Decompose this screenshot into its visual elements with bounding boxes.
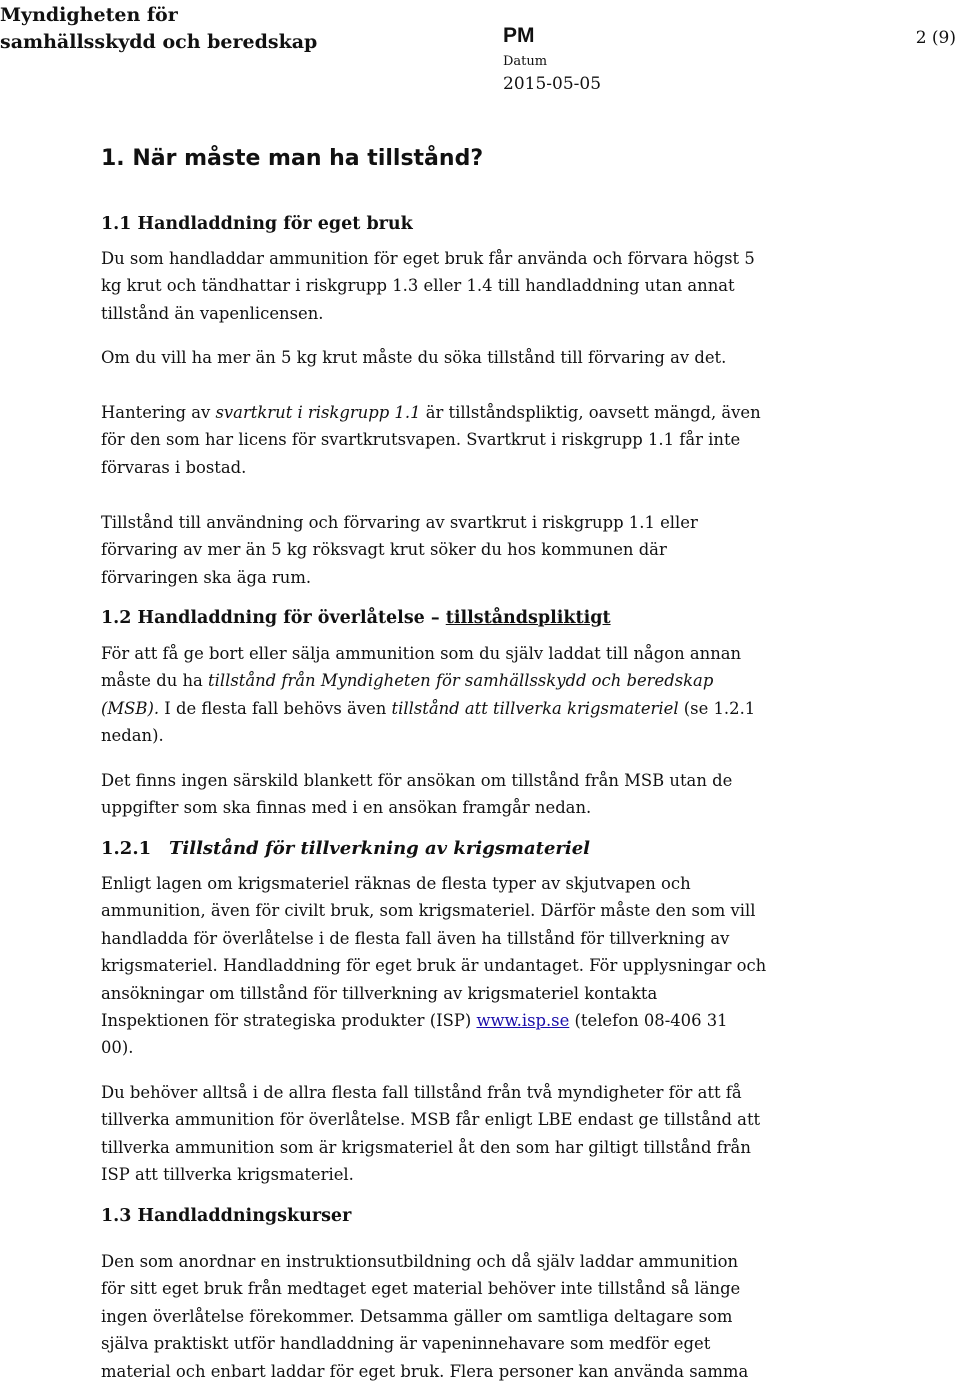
- org-name: [0, 2, 317, 56]
- doc-date: 2015-05-05: [503, 74, 602, 94]
- text-span: Inspektionen för strategiska produkter (ISP): [101, 1011, 477, 1031]
- italic-span: (MSB).: [101, 698, 160, 718]
- text-line: För att få ge bort eller sälja ammunition som du själv laddat till någon annan: [101, 644, 742, 663]
- text-span: (telefon 08-406 31: [569, 1011, 728, 1031]
- text-line: tillverka ammunition som är krigsmateriel åt den som har giltigt tillstånd från: [101, 1137, 751, 1157]
- text-line: förvaringen ska äga rum.: [101, 567, 312, 587]
- text-line: Den som anordnar en instruktionsutbildning och då själv laddar ammunition: [101, 1252, 739, 1271]
- doc-type: PM: [503, 24, 535, 47]
- text-line: för den som har licens för svartkrutsvapen. Svartkrut i riskgrupp 1.1 får inte: [101, 430, 741, 450]
- paragraph-1-1-b: [101, 344, 806, 371]
- text-line: ammunition, även för civilt bruk, som krigsmateriel. Därför måste den som vill: [101, 901, 756, 921]
- paragraph-1-3-a: [101, 1248, 806, 1385]
- heading-number: 1.2.1: [101, 838, 152, 859]
- text-line: ingen överlåtelse förekommer. Detsamma gäller om samtliga deltagare som: [101, 1306, 733, 1326]
- org-name-line1: Myndigheten för: [0, 4, 178, 26]
- text-line: Du som handladdar ammunition för eget bruk får använda och förvara högst 5: [101, 249, 755, 268]
- paragraph-1-1-d: [101, 509, 806, 591]
- text-span: är tillståndspliktig, oavsett mängd, även: [420, 403, 761, 422]
- text-line: förvaring av mer än 5 kg röksvagt krut söker du hos kommunen där: [101, 540, 667, 560]
- text-line: material och enbart laddar för eget bruk. Flera personer kan använda samma: [101, 1361, 749, 1381]
- text-span: Hantering av: [101, 403, 216, 422]
- text-span: I de flesta fall behövs även: [159, 698, 392, 718]
- text-line: Om du vill ha mer än 5 kg krut måste du söka tillstånd till förvaring av det.: [101, 348, 727, 367]
- text-line: nedan).: [101, 726, 164, 746]
- text-line: för sitt eget bruk från medtaget eget material behöver inte tillstånd så länge: [101, 1279, 741, 1299]
- text-line: Du behöver alltså i de allra flesta fall tillstånd från två myndigheter för att få: [101, 1083, 742, 1102]
- text-line: själva praktiskt utför handladdning är vapeninnehavare som medför eget: [101, 1334, 711, 1354]
- paragraph-1-2-1-b: [101, 1079, 806, 1189]
- section-heading-1-1: 1.1 Handladdning för eget bruk: [101, 214, 413, 234]
- text-line: Det finns ingen särskild blankett för ansökan om tillstånd från MSB utan de: [101, 771, 733, 790]
- text-line: kg krut och tändhattar i riskgrupp 1.3 eller 1.4 till handladdning utan annat: [101, 276, 735, 296]
- section-heading-1-3: 1.3 Handladdningskurser: [101, 1206, 352, 1226]
- text-line: ansökningar om tillstånd för tillverkning av krigsmateriel kontakta: [101, 983, 658, 1003]
- text-line: krigsmateriel. Handladdning för eget bruk är undantaget. För upplysningar och: [101, 956, 767, 976]
- text-line: [101, 399, 806, 426]
- text-span: måste du ha: [101, 671, 209, 691]
- text-line: uppgifter som ska finnas med i en ansökan framgår nedan.: [101, 798, 592, 818]
- text-line: [101, 1007, 806, 1034]
- paragraph-1-1-c: [101, 399, 806, 481]
- text-span: (se 1.2.1: [678, 698, 756, 718]
- text-line: [101, 667, 806, 694]
- text-line: förvaras i bostad.: [101, 457, 247, 477]
- section-heading-1: 1. När måste man ha tillstånd?: [101, 146, 484, 171]
- org-name-line2: samhällsskydd och beredskap: [0, 31, 318, 53]
- text-line: tillverka ammunition för överlåtelse. MSB får enligt LBE endast ge tillstånd att: [101, 1110, 761, 1130]
- italic-span: tillstånd från Myndigheten för samhällsskydd och beredskap: [208, 671, 714, 691]
- section-heading-1-2-1: [101, 838, 590, 859]
- text-line: ISP att tillverka krigsmateriel.: [101, 1165, 354, 1185]
- paragraph-1-2-1-a: [101, 870, 806, 1062]
- text-line: handladda för överlåtelse i de flesta fall även ha tillstånd för tillverkning av: [101, 928, 730, 948]
- page-number: 2 (9): [915, 28, 956, 48]
- isp-link[interactable]: www.isp.se: [476, 1011, 570, 1031]
- text-line: tillstånd än vapenlicensen.: [101, 303, 324, 323]
- text-line: [101, 695, 806, 722]
- italic-span: svartkrut i riskgrupp 1.1: [215, 403, 421, 422]
- italic-span: tillstånd att tillverka krigsmateriel: [391, 698, 679, 718]
- paragraph-1-2-b: [101, 767, 806, 822]
- heading-title: Tillstånd för tillverkning av krigsmateriel: [169, 838, 591, 859]
- paragraph-1-2-a: [101, 640, 806, 750]
- section-heading-1-2: [101, 608, 611, 628]
- paragraph-1-1-a: [101, 245, 806, 327]
- text-line: Enligt lagen om krigsmateriel räknas de flesta typer av skjutvapen och: [101, 874, 691, 893]
- text-line: 00).: [101, 1038, 134, 1058]
- date-label: Datum: [503, 54, 548, 69]
- heading-underlined-text: tillståndspliktigt: [445, 608, 611, 628]
- text-line: Tillstånd till användning och förvaring av svartkrut i riskgrupp 1.1 eller: [101, 513, 698, 532]
- heading-text: 1.2 Handladdning för överlåtelse –: [101, 608, 446, 628]
